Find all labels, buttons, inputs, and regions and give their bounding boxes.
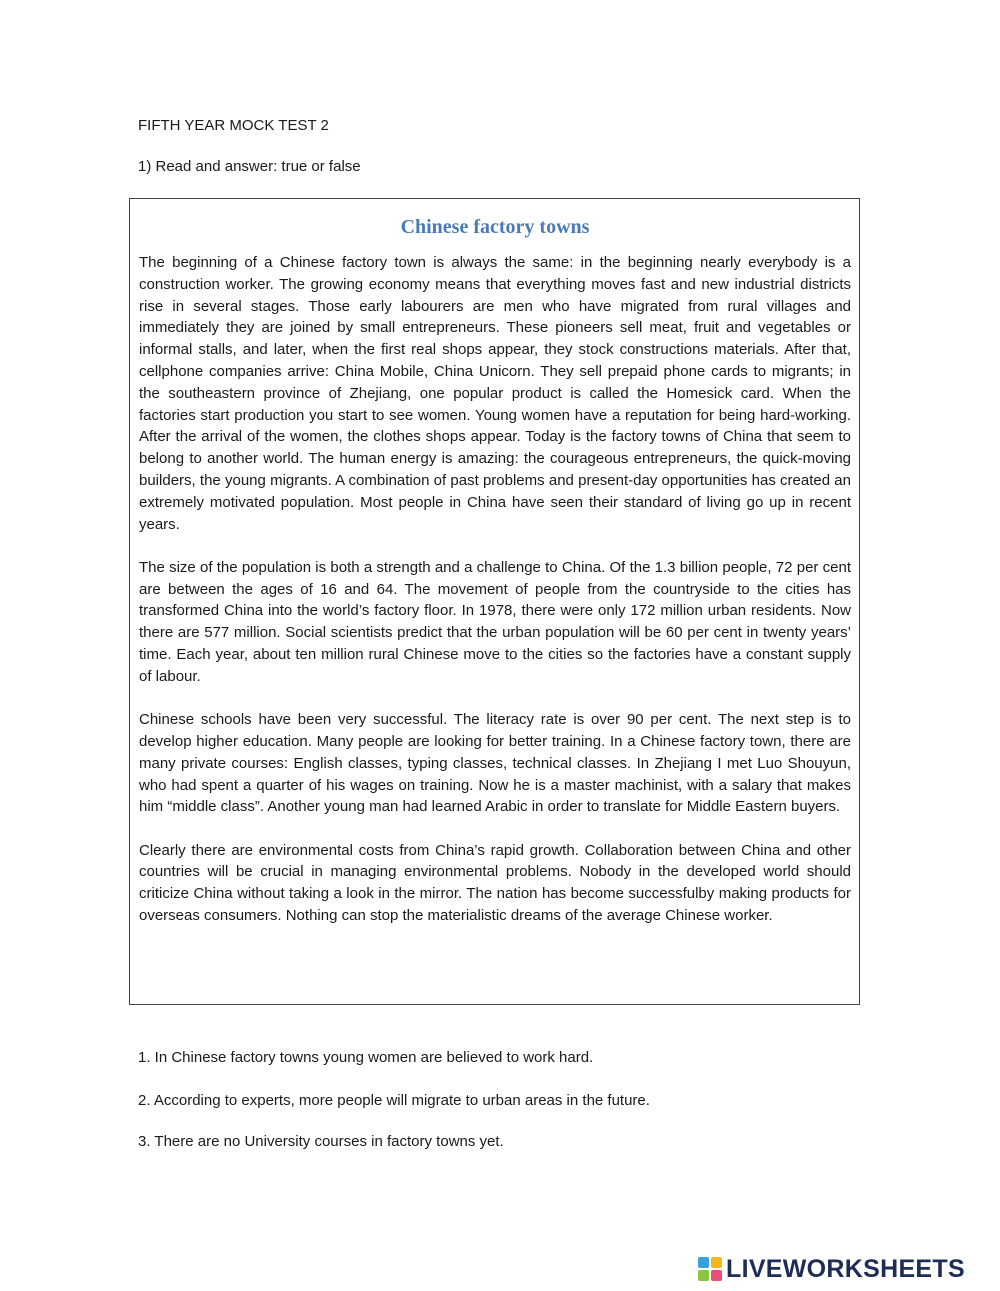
logo-blocks-icon [698,1257,722,1281]
question-3: 3. There are no University courses in factory towns yet. [138,1133,504,1150]
question-1: 1. In Chinese factory towns young women are believed to work hard. [138,1049,594,1066]
passage-paragraph: The beginning of a Chinese factory town is always the same: in the beginning nearly everybody is a construction worker. The growing economy means that everything moves fast and new industrial districts rise in several stages. Those early labourers are men who have migrated from rural villages and immediately they are joined by small entrepreneurs. These pioneers sell meat, fruit and vegetables or informal stalls, and later, when the first real shops appear, they stock constructions materials. After that, cellphone companies arrive: China Mobile, China Unicorn. They sell prepaid phone cards to migrants; in the southeastern province of Zhejiang, one popular product is called the Homesick card. When the factories start production you start to see women. Young women have a reputation for being hard-working. After the arrival of the women, the clothes shops appear. Today is the factory towns of China that seem to belong to another world. The human energy is amazing: the courageous entrepreneurs, the quick-moving builders, the young migrants. A combination of past problems and present-day opportunities has created an extremely motivated population. Most people in China have seen their standard of living go up in recent years. [139,254,851,533]
question-2: 2. According to experts, more people will migrate to urban areas in the future. [138,1092,650,1109]
logo-block [711,1257,722,1268]
logo-text: LIVEWORKSHEETS [726,1254,965,1283]
reading-passage-box [129,198,860,1005]
passage-paragraph: Clearly there are environmental costs from China’s rapid growth. Collaboration between China and other countries will be crucial in managing environmental problems. Nobody in the developed world should criticize China without taking a look in the mirror. The nation has become successfulby making products for overseas consumers. Nothing can stop the materialistic dreams of the average Chinese worker. [139,841,851,925]
logo-block [698,1270,709,1281]
logo-block [711,1270,722,1281]
logo-block [698,1257,709,1268]
page-heading: FIFTH YEAR MOCK TEST 2 [138,117,329,134]
passage-title: Chinese factory towns [400,216,590,238]
passage-paragraph: Chinese schools have been very successful. The literacy rate is over 90 per cent. The next step is to develop higher education. Many people are looking for better training. In a Chinese factory town, there are many private courses: English classes, typing classes, technical classes. In Zhejiang I met Luo Shouyun, who had spent a quarter of his wages on training. Now he is a master machinist, with a salary that makes him “middle class”. Another young man had learned Arabic in order to translate for Middle Eastern buyers. [139,711,851,816]
liveworksheets-logo [698,1256,965,1282]
passage-paragraph: The size of the population is both a strength and a challenge to China. Of the 1.3 billion people, 72 per cent are between the ages of 16 and 64. The movement of people from the countryside to the cities has transformed China into the world’s factory floor. In 1978, there were only 172 million urban residents. Now there are 577 million. Social scientists predict that the urban population will be 60 per cent in twenty years’ time. Each year, about ten million rural Chinese move to the cities so the factories have a constant supply of labour. [139,558,851,685]
instruction-text: 1) Read and answer: true or false [138,158,361,175]
